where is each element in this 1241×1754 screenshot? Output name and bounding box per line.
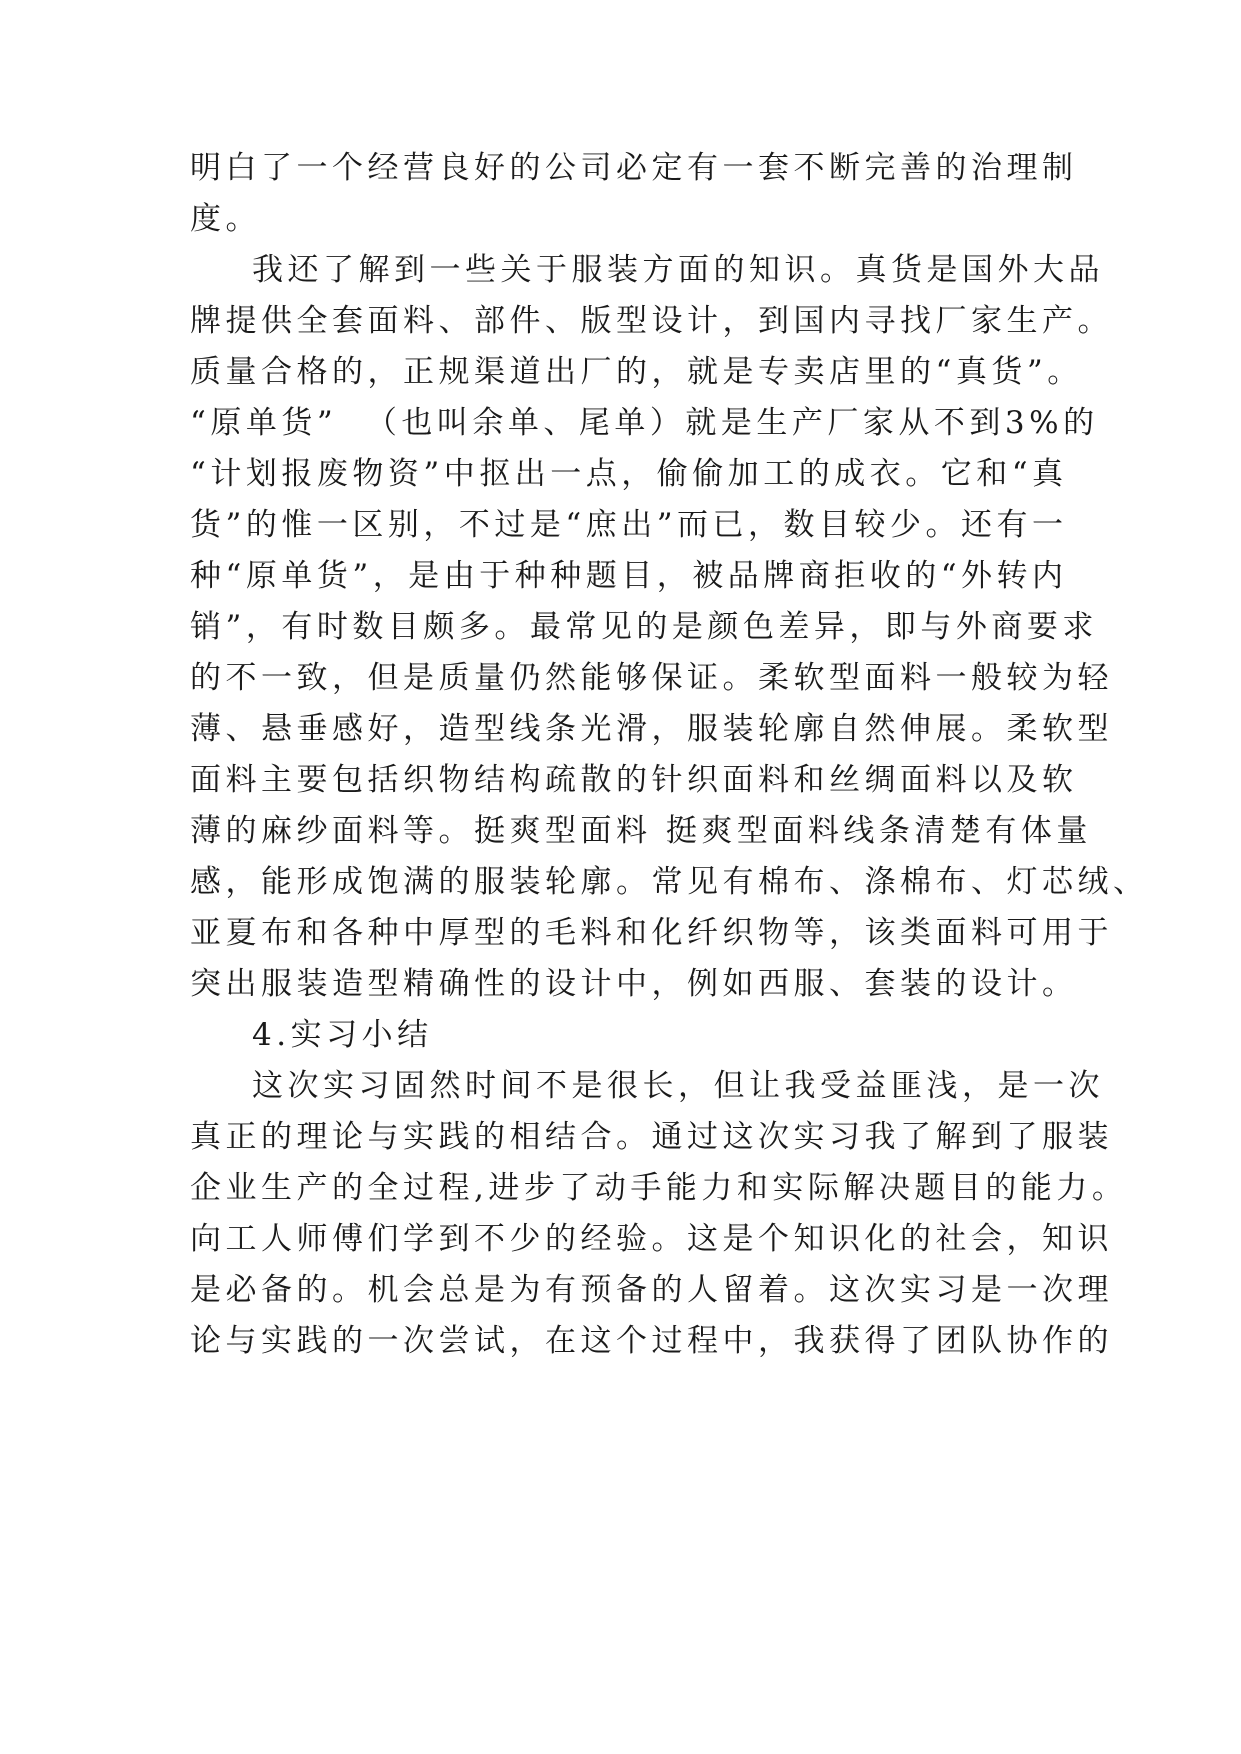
text-line: 我还了解到一些关于服装方面的知识。真货是国外大品: [252, 252, 1104, 288]
text-line: 明白了一个经营良好的公司必定有一套不断完善的治理制: [190, 150, 1078, 186]
text-line: 质量合格的，正规渠道出厂的，就是专卖店里的“真货”。: [190, 354, 1083, 390]
text-line: 销”，有时数目颇多。最常见的是颜色差异，即与外商要求: [190, 609, 1098, 645]
text-line: 的不一致，但是质量仍然能够保证。柔软型面料一般较为轻: [190, 660, 1113, 696]
text-line: 度。: [190, 201, 261, 237]
text-line: 向工人师傅们学到不少的经验。这是个知识化的社会，知识: [190, 1221, 1113, 1257]
text-line: 货”的惟一区别，不过是“庶出”而已，数目较少。还有一: [190, 507, 1068, 543]
text-line: 面料主要包括织物结构疏散的针织面料和丝绸面料以及软: [190, 762, 1078, 798]
text-line: 论与实践的一次尝试，在这个过程中，我获得了团队协作的: [190, 1323, 1113, 1359]
text-line: “原单货” （也叫余单、尾单）就是生产厂家从不到3%的: [190, 405, 1099, 441]
text-line: 这次实习固然时间不是很长，但让我受益匪浅，是一次: [252, 1068, 1104, 1104]
text-line: 真正的理论与实践的相结合。通过这次实习我了解到了服装: [190, 1119, 1113, 1155]
text-line: 感，能形成饱满的服装轮廓。常见有棉布、涤棉布、灯芯绒、: [190, 864, 1149, 900]
text-line: 牌提供全套面料、部件、版型设计，到国内寻找厂家生产。: [190, 303, 1113, 339]
text-line: 是必备的。机会总是为有预备的人留着。这次实习是一次理: [190, 1272, 1113, 1308]
text-line: 种“原单货”，是由于种种题目，被品牌商拒收的“外转内: [190, 558, 1068, 594]
text-line: 薄的麻纱面料等。挺爽型面料 挺爽型面料线条清楚有体量: [190, 813, 1092, 849]
text-line: 突出服装造型精确性的设计中，例如西服、套装的设计。: [190, 966, 1078, 1002]
section-heading: 4.实习小结: [252, 1017, 433, 1053]
text-line: 亚夏布和各种中厚型的毛料和化纤织物等，该类面料可用于: [190, 915, 1113, 951]
text-line: 企业生产的全过程,进步了动手能力和实际解决题目的能力。: [190, 1170, 1128, 1206]
text-line: 薄、悬垂感好，造型线条光滑，服装轮廓自然伸展。柔软型: [190, 711, 1113, 747]
text-line: “计划报废物资”中抠出一点，偷偷加工的成衣。它和“真: [190, 456, 1068, 492]
